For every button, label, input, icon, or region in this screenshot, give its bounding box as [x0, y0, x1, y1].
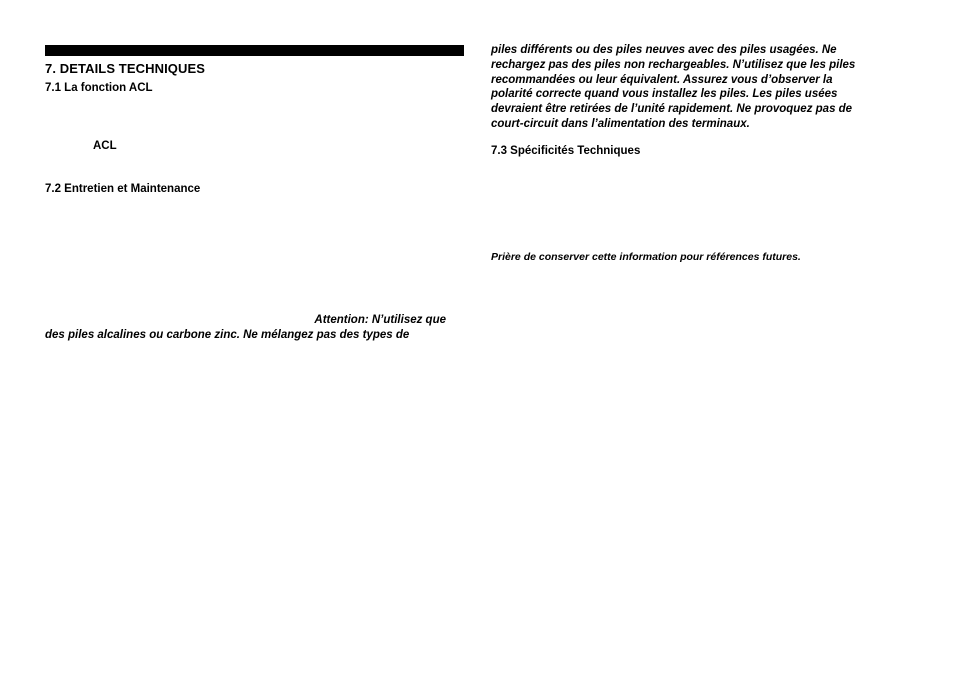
- right-column: [491, 43, 921, 263]
- warning-line-3: recommandées ou leur équivalent. Assurez vous d’observer la: [491, 73, 833, 86]
- battery-warning-start: [45, 313, 462, 343]
- battery-warning-continued: [491, 43, 921, 132]
- warning-line-6: court-circuit dans l’alimentation des terminaux.: [491, 117, 750, 130]
- warning-line-1: piles différents ou des piles neuves avec des piles usagées. Ne: [491, 44, 837, 56]
- subsection-7-3-heading: 7.3 Spécificités Techniques: [491, 145, 641, 157]
- warning-line-5: devraient être retirées de l’unité rapidement. Ne provoquez pas de: [491, 103, 853, 116]
- attention-line-1: Attention: N’utilisez que: [314, 314, 446, 326]
- keep-info-note: Prière de conserver cette information pour références futures.: [491, 251, 801, 263]
- left-column: [45, 45, 465, 341]
- subsection-7-2-heading: 7.2 Entretien et Maintenance: [45, 183, 201, 195]
- section-title: 7. DETAILS TECHNIQUES: [45, 61, 206, 76]
- warning-line-2: rechargez pas des piles non rechargeables. N’utilisez que les piles: [491, 58, 856, 71]
- subsection-7-1-heading: 7.1 La fonction ACL: [45, 82, 153, 94]
- acl-label: ACL: [93, 140, 117, 152]
- warning-line-4: polarité correcte quand vous installez les piles. Les piles usées: [491, 88, 838, 101]
- attention-line-2: des piles alcalines ou carbone zinc. Ne mélangez pas des types de: [45, 329, 410, 341]
- section-header-bar: [45, 45, 464, 56]
